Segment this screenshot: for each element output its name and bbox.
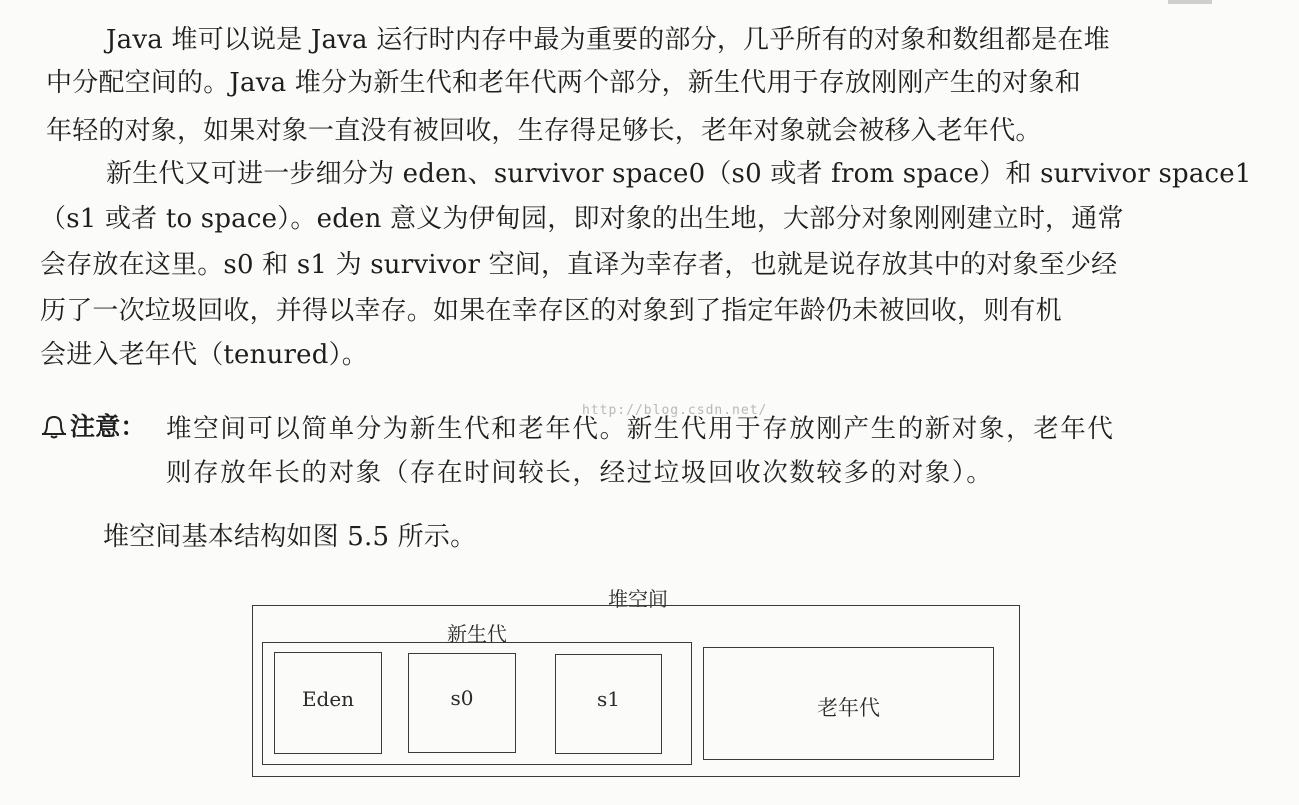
paragraph2-line1: 新生代又可进一步细分为 eden、survivor space0（s0 或者 from space）和 survivor space1 bbox=[106, 159, 1252, 189]
paragraph1-line1: Java 堆可以说是 Java 运行时内存中最为重要的部分，几乎所有的对象和数组都是在堆 bbox=[106, 25, 1110, 55]
heap-space-label: 堆空间 bbox=[608, 587, 668, 611]
old-gen-label: 老年代 bbox=[817, 696, 880, 720]
s0-label: s0 bbox=[450, 686, 474, 710]
paragraph2-line3: 会存放在这里。s0 和 s1 为 survivor 空间，直译为幸存者，也就是说存放其中的对象至少经 bbox=[40, 250, 1118, 280]
note-line1: 堆空间可以简单分为新生代和老年代。新生代用于存放刚产生的新对象，老年代 bbox=[166, 414, 1115, 444]
paragraph2-line2: （s1 或者 to space）。eden 意义为伊甸园，即对象的出生地，大部分对象刚刚建立时，通常 bbox=[40, 204, 1124, 234]
watermark: http://blog.csdn.net/ bbox=[582, 403, 768, 418]
note-line2: 则存放年长的对象（存在时间较长，经过垃圾回收次数较多的对象）。 bbox=[166, 458, 994, 488]
old-gen-box bbox=[703, 647, 994, 760]
bell-icon bbox=[40, 414, 68, 440]
s0-box bbox=[408, 653, 516, 753]
paragraph2-line5: 会进入老年代（tenured）。 bbox=[40, 340, 368, 370]
s1-box bbox=[555, 654, 662, 754]
young-gen-label: 新生代 bbox=[447, 622, 507, 646]
page-corner-mark bbox=[1168, 0, 1212, 4]
eden-label: Eden bbox=[301, 687, 355, 711]
paragraph2-line4: 历了一次垃圾回收，并得以幸存。如果在幸存区的对象到了指定年龄仍未被回收，则有机 bbox=[40, 296, 1062, 326]
figure-intro: 堆空间基本结构如图 5.5 所示。 bbox=[103, 522, 477, 552]
note-label: 注意： bbox=[70, 412, 146, 441]
eden-box bbox=[274, 652, 382, 754]
s1-label: s1 bbox=[597, 687, 620, 711]
paragraph1-line3: 年轻的对象，如果对象一直没有被回收，生存得足够长，老年对象就会被移入老年代。 bbox=[46, 116, 1042, 146]
paragraph1-line2: 中分配空间的。Java 堆分为新生代和老年代两个部分，新生代用于存放刚刚产生的对象和 bbox=[46, 68, 1081, 98]
